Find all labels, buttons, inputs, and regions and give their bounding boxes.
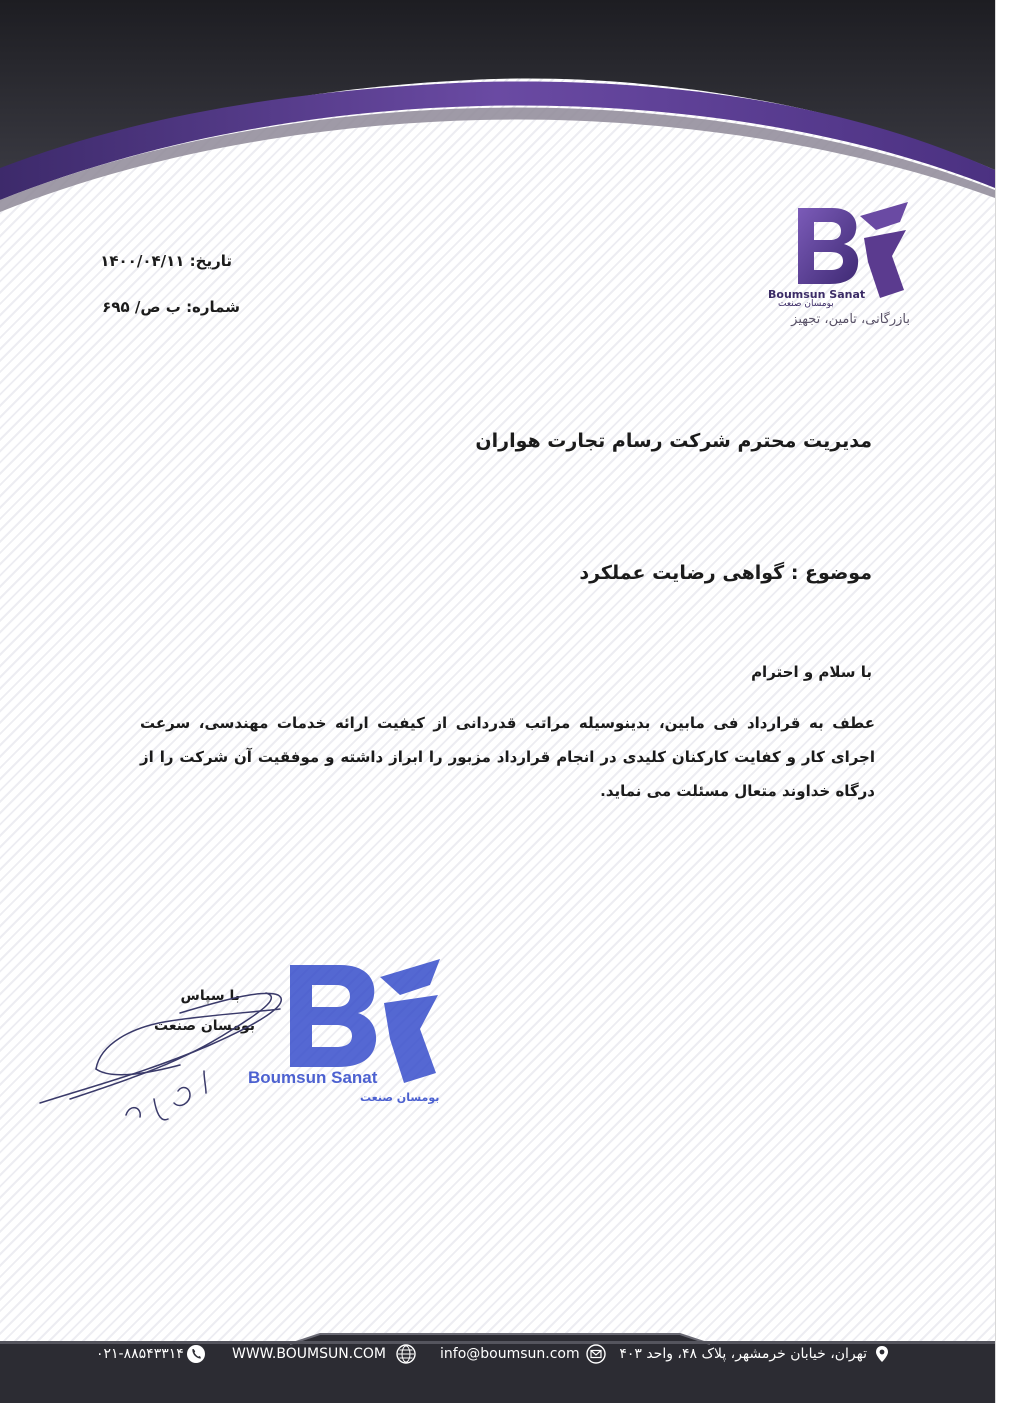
letter-number <box>102 298 240 316</box>
subject-line: موضوع : گواهی رضایت عملکرد <box>579 562 872 584</box>
footer-website[interactable]: WWW.BOUMSUN.COM <box>232 1346 387 1362</box>
recipient-line: مدیریت محترم شرکت رسام تجارت هواران <box>475 430 872 452</box>
date-label: تاریخ: <box>189 252 232 270</box>
stamp-text-en: Boumsun Sanat <box>248 1068 378 1087</box>
email-icon <box>586 1344 606 1364</box>
footer-band <box>0 1330 995 1403</box>
footer-email[interactable]: info@boumsun.com <box>440 1346 580 1362</box>
phone-icon <box>186 1344 206 1364</box>
scan-margin <box>995 0 1020 1403</box>
handwritten-signature <box>30 975 330 1145</box>
globe-icon <box>396 1344 416 1364</box>
letter-body: عطف به قرارداد فی مابین، بدینوسیله مراتب قدردانی از کیفیت ارائه خدمات مهندسی، سرعت اجرای کار و کفایت کارکنان کلیدی در انجام قرارداد مزبور را ابراز داشته و موفقیت آن شرکت را از درگاه خداوند متعال مسئلت می نماید. <box>140 714 875 800</box>
signer-name: بومسان صنعت <box>154 1018 255 1034</box>
footer-address: تهران، خیابان خرمشهر، پلاک ۴۸، واحد ۴۰۳ <box>619 1346 867 1362</box>
footer-phone[interactable]: ۰۲۱-۸۸۵۴۳۳۱۴ <box>96 1346 184 1362</box>
location-icon <box>872 1344 892 1364</box>
header-band <box>0 0 995 215</box>
logo-text-fa: بومسان صنعت <box>778 299 834 309</box>
logo-text-en: Boumsun Sanat <box>768 288 866 301</box>
logo-tagline: بازرگانی، تامین، تجهیز <box>791 312 910 327</box>
number-label: شماره: <box>186 298 240 316</box>
stamp-text-fa: بومسان صنعت <box>360 1091 440 1104</box>
letter-date <box>100 252 232 270</box>
number-value: ب ص/ ۶۹۵ <box>102 298 181 316</box>
closing-phrase: با سپاس <box>180 988 240 1004</box>
date-value: ۱۴۰۰/۰۴/۱۱ <box>100 252 185 270</box>
greeting: با سلام و احترام <box>751 663 872 681</box>
